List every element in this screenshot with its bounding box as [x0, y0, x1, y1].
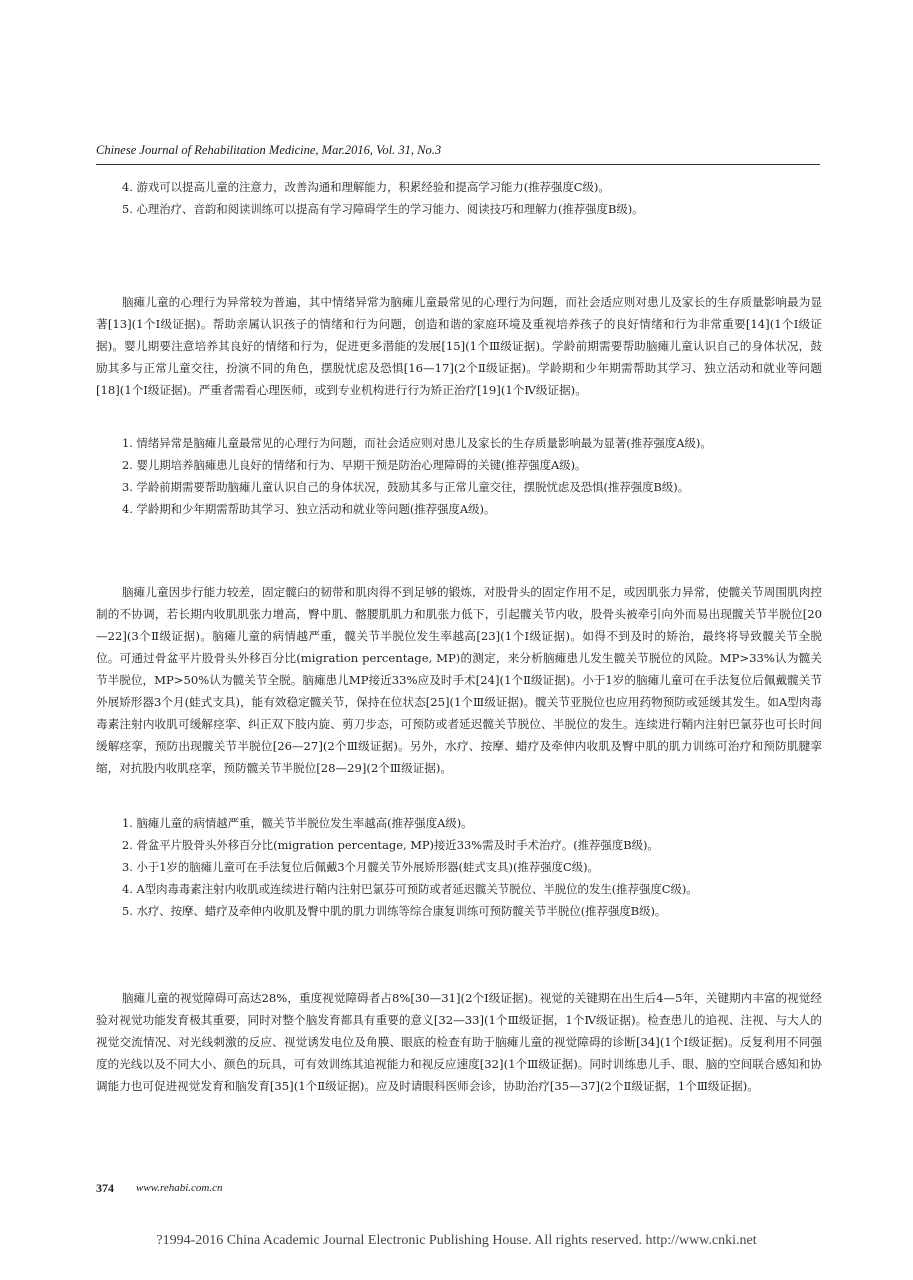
list-item: 3. 小于1岁的脑瘫儿童可在手法复位后佩戴3个月髋关节外展矫形器(蛙式支具)(推荐强度C级)。	[122, 860, 599, 874]
page-number: 374	[96, 1181, 114, 1195]
journal-header: Chinese Journal of Rehabilitation Medicine, Mar.2016, Vol. 31, No.3	[96, 143, 442, 157]
list-item: 1. 情绪异常是脑瘫儿童最常见的心理行为问题，而社会适应则对患儿及家长的生存质量影响最为显著(推荐强度A级)。	[122, 436, 712, 450]
list-item: 1. 脑瘫儿童的病情越严重，髋关节半脱位发生率越高(推荐强度A级)。	[122, 816, 473, 830]
list-item: 4. A型肉毒毒素注射内收肌或连续进行鞘内注射巴氯芬可预防或者延迟髋关节脱位、半脱位的发生(推荐强度C级)。	[122, 882, 698, 896]
paragraph-hip-subluxation: 脑瘫儿童因步行能力较差，固定髋臼的韧带和肌肉得不到足够的锻炼，对股骨头的固定作用不足，或因肌张力异常，使髋关节周围肌肉控制的不协调，若长期内收肌肌张力增高，臀中肌、髂腰肌肌力和肌张力低下，引起髋关节内收，股骨头被牵引向外而易出现髋关节半脱位[20—22](3个Ⅱ级证据)。脑瘫儿童的病情越严重，髋关节半脱位发生率越高[23](1个Ⅰ级证据)。如得不到及时的矫治，最终将导致髋关节全脱位。可通过骨盆平片股骨头外移百分比(migration percentage, MP)的测定，来分析脑瘫患儿发生髋关节脱位的风险。MP>33%认为髋关节半脱位，MP>50%认为髋关节全脱。脑瘫患儿MP接近33%应及时手术[24](1个Ⅱ级证据)。小于1岁的脑瘫儿童可在手法复位后佩戴髋关节外展矫形器3个月(蛙式支具)，能有效稳定髋关节，保持在位状态[25](1个Ⅲ级证据)。髋关节亚脱位也应用药物预防或延缓其发生。如A型肉毒毒素注射内收肌可缓解痉挛、纠正双下肢内旋、剪刀步态，可预防或者延迟髋关节脱位、半脱位的发生。连续进行鞘内注射巴氯芬也可长时间缓解痉挛，预防出现髋关节半脱位[26—27](2个Ⅲ级证据)。另外，水疗、按摩、蜡疗及牵伸内收肌及臀中肌的肌力训练可治疗和预防肌腱挛缩，对抗股内收肌痉挛，预防髋关节半脱位[28—29](2个Ⅲ级证据)。	[96, 585, 822, 775]
recommendation-list-2	[122, 432, 822, 520]
list-item: 4. 学龄期和少年期需帮助其学习、独立活动和就业等问题(推荐强度A级)。	[122, 502, 496, 516]
header-rule	[96, 164, 820, 165]
paragraph-visual-impairment: 脑瘫儿童的视觉障碍可高达28%，重度视觉障碍者占8%[30—31](2个Ⅰ级证据)。视觉的关键期在出生后4—5年，关键期内丰富的视觉经验对视觉功能发育极其重要，同时对整个脑发育都具有重要的意义[32—33](1个Ⅲ级证据，1个Ⅳ级证据)。检查患儿的追视、注视、与大人的视觉交流情况、对光线刺激的反应、视觉诱发电位及角膜、眼底的检查有助于脑瘫儿童的视觉障碍的诊断[34](1个Ⅰ级证据)。反复利用不同强度的光线以及不同大小、颜色的玩具，可有效训练其追视能力和视反应速度[32](1个Ⅲ级证据)。同时训练患儿手、眼、脑的空间联合感知和协调能力也可促进视觉发育和脑发育[35](1个Ⅱ级证据)。应及时请眼科医师会诊，协助治疗[35—37](2个Ⅱ级证据，1个Ⅲ级证据)。	[96, 991, 822, 1093]
list-item: 5. 水疗、按摩、蜡疗及牵伸内收肌及臀中肌的肌力训练等综合康复训练可预防髋关节半脱位(推荐强度B级)。	[122, 904, 667, 918]
paragraph-psychological-behavior: 脑瘫儿童的心理行为异常较为普遍，其中情绪异常为脑瘫儿童最常见的心理行为问题，而社会适应则对患儿及家长的生存质量影响最为显著[13](1个Ⅰ级证据)。帮助亲属认识孩子的情绪和行为问题，创造和谐的家庭环境及重视培养孩子的良好情绪和行为非常重要[14](1个Ⅰ级证据)。婴儿期要注意培养其良好的情绪和行为，促进更多潜能的发展[15](1个Ⅲ级证据)。学龄前期需要帮助脑瘫儿童认识自己的身体状况，鼓励其多与正常儿童交往，扮演不同的角色，摆脱忧虑及恐惧[16—17](2个Ⅱ级证据)。学龄期和少年期需帮助其学习、独立活动和就业等问题[18](1个Ⅰ级证据)。严重者需看心理医师，或到专业机构进行行为矫正治疗[19](1个Ⅳ级证据)。	[96, 295, 822, 397]
list-item: 3. 学龄前期需要帮助脑瘫儿童认识自己的身体状况，鼓励其多与正常儿童交往，摆脱忧虑及恐惧(推荐强度B级)。	[122, 480, 690, 494]
footer-url: www.rehabi.com.cn	[136, 1182, 223, 1194]
list-item: 2. 婴儿期培养脑瘫患儿良好的情绪和行为、早期干预是防治心理障碍的关键(推荐强度A级)。	[122, 458, 587, 472]
copyright-notice: ?1994-2016 China Academic Journal Electronic Publishing House. All rights reserved. http://www.cnki.net	[156, 1233, 757, 1248]
list-item: 5. 心理治疗、音韵和阅读训练可以提高有学习障碍学生的学习能力、阅读技巧和理解力(推荐强度B级)。	[122, 202, 644, 216]
list-item: 2. 骨盆平片股骨头外移百分比(migration percentage, MP)接近33%需及时手术治疗。(推荐强度B级)。	[122, 838, 659, 852]
recommendation-list-3	[122, 812, 822, 922]
recommendation-list-1	[122, 176, 822, 220]
list-item: 4. 游戏可以提高儿童的注意力，改善沟通和理解能力，积累经验和提高学习能力(推荐强度C级)。	[122, 180, 610, 194]
